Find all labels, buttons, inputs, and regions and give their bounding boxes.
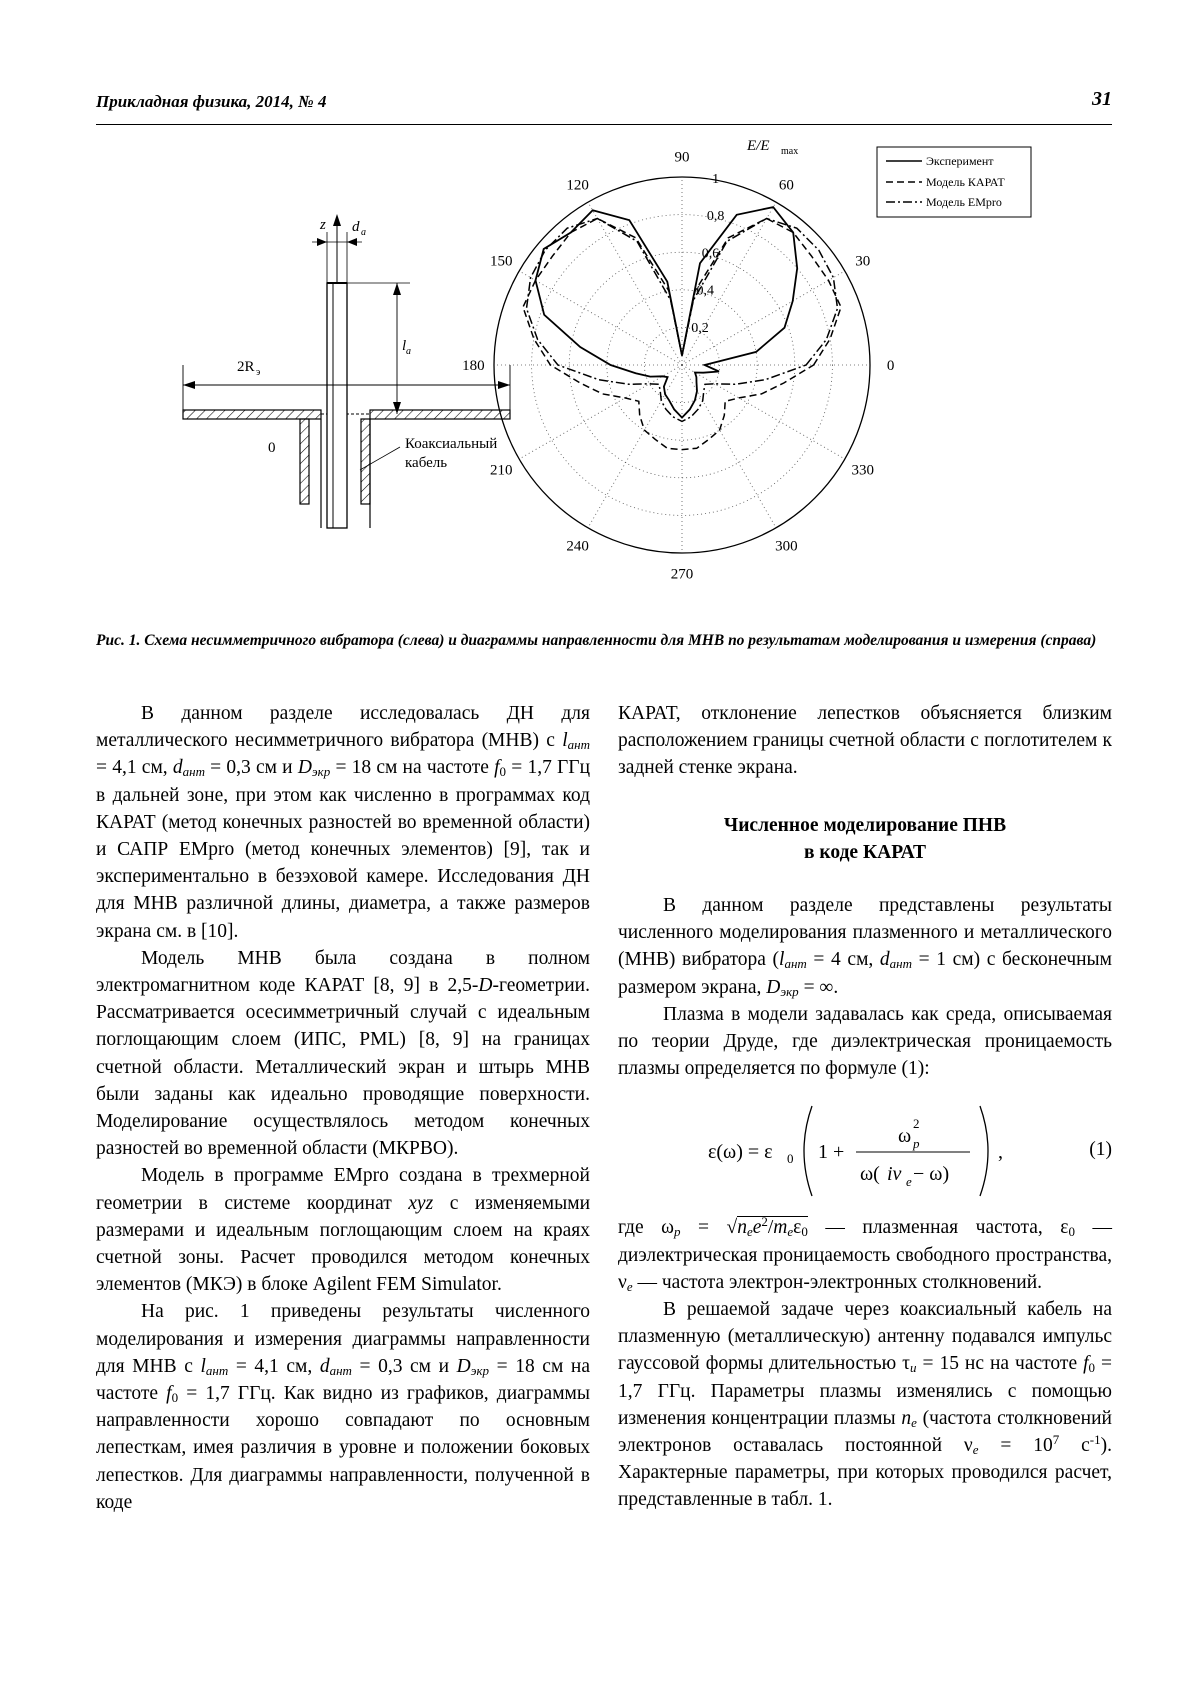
angle-tick-label: 0 [886,358,895,374]
angle-tick-label: 270 [670,566,694,583]
chart-legend [877,147,1031,217]
angle-tick-label: 30 [855,253,871,270]
formula-denominator-sub: e [906,1174,912,1190]
equation-number: (1) [1089,1139,1112,1161]
vibrator-schematic [183,214,510,528]
da-arrow-right-icon [347,238,357,246]
section-title-line-1: Численное моделирование ПНВ [723,814,1007,836]
da-label-sub: a [361,227,366,238]
formula-comma: , [998,1141,1003,1164]
2r-label-sub: э [256,367,261,378]
formula-numerator-sub: p [913,1136,920,1152]
paragraph: КАРАТ, отклонение лепестков объясняется близким расположением границы счетной области с поглотителем к задней стенке экрана. [618,703,1112,779]
antenna-rod [327,283,347,528]
formula-paren-left [804,1106,812,1196]
da-label: d [352,219,360,235]
la-label-sub: a [406,346,411,357]
z-label: z [320,217,326,233]
angle-tick-label: 90 [674,149,690,166]
formula-svg [708,1102,1038,1200]
left-column [96,700,590,1516]
section-title [618,812,1112,866]
cable-label-1: Коаксиальный [405,436,498,452]
angle-tick-label: 180 [462,358,485,374]
series-line-1 [523,219,841,450]
angle-tick-label: 150 [490,253,513,270]
ground-plane-left [183,410,321,419]
2r-label: 2R [237,359,255,375]
formula-denominator-2: iν [887,1163,902,1186]
radial-tick-label: 0,4 [696,283,714,299]
da-arrow-left-icon [317,238,327,246]
z-axis-arrow-icon [333,214,341,226]
legend-label-experiment: Эксперимент [926,154,994,168]
polar-title-sub: max [781,146,799,157]
angle-tick-label: 300 [775,538,798,555]
angle-tick-label: 210 [490,462,513,479]
figure-caption: Рис. 1. Схема несимметричного вибратора (слева) и диаграммы направленности для МНВ по результатам моделирования и измерения (справа) [96,632,1097,649]
polar-grid-spoke [588,365,682,528]
formula-numerator: ω [898,1125,912,1148]
header-rule [96,124,1112,125]
section-title-line-2: в коде КАРАТ [804,841,926,863]
polar-grid-spoke [682,365,845,459]
page-number: 31 [1092,88,1112,110]
ground-plane-right [370,410,510,419]
radial-tick-label: 0,8 [706,209,725,225]
radial-tick-label: 0,2 [691,320,709,336]
formula-paren-right [980,1106,988,1196]
series-line-0 [536,207,798,418]
paragraph: В данном разделе представлены результаты численного моделирования плазменного и металлического (МНВ) вибратора ($l_{ант} = 4$ см, $d_{ант} = 1$ см) с бесконечным размером экрана, $D_{экр}$ = ∞. [618,895,1113,999]
legend-label-karat: Модель КАРАТ [926,175,1005,189]
polar-grid-spoke [519,365,682,459]
paragraph: Модель в программе EMpro создана в трехмерной геометрии в системе координат xyz с изменяемыми размерами и идеальным поглощающим слоем на краях счетной зоны. Расчет проводился методом конечных элементов (МКЭ) в блоке Agilent FEM Simulator. [96,1165,591,1296]
formula-one-plus: 1 + [818,1141,845,1164]
polar-grid-spoke [519,271,682,365]
legend-label-empro: Модель EMpro [926,195,1002,209]
formula-1 [618,1102,1112,1200]
la-arrow-top-icon [393,283,401,295]
polar-title: E/E [747,138,770,154]
angle-tick-label: 330 [851,462,874,479]
formula-lhs-sub: 0 [787,1151,794,1167]
cable-label-2: кабель [405,455,448,471]
radial-tick-label: 0,6 [701,246,720,262]
paragraph: В данном разделе исследовалась ДН для металлического несимметричного вибратора (МНВ) с $l_{ант} = 4,1$ см, $d_{ант} = 0,3$ см и $D_{экр} = 18$ см на частоте $f_0 = 1,7$ ГГц в дальней зоне, при этом как численно в программах код КАРАТ (метод конечных разностей во временной области) и САПР EMpro (метод конечных элементов) [9], так и экспериментально в безэховой камере. Исследования ДН для МНВ различной длины, диаметра, а также размеров экрана см. в [10]. [96,703,591,942]
angle-tick-label: 240 [566,538,589,555]
radial-tick-label: 1 [712,171,720,187]
coax-outer-right [361,419,370,504]
2r-arrow-right-icon [498,381,510,389]
right-column [618,700,1112,1514]
formula-denominator-1: ω( [860,1163,880,1186]
figure-1 [0,130,1200,625]
paragraph: В решаемой задаче через коаксиальный кабель на плазменную (металлическую) антенну подавался импульс гауссовой формы длительностью $\tau_и = 15$ нс на частоте $f_0 = 1,7$ ГГц. Параметры плазмы изменялись с помощью изменения концентрации плазмы $n_e$ (частота столкновений электронов оставалась постоянной $\nu_e = 10^7$ $с^{-1}$). Характерные параметры, при которых проводился расчет, представленные в табл. 1. [618,1299,1112,1511]
polar-chart [462,149,894,582]
angle-tick-label: 60 [778,177,794,194]
formula-numerator-sup: 2 [913,1116,920,1132]
paragraph: На рис. 1 приведены результаты численного моделирования и измерения диаграммы направленности для МНВ с $l_{ант} = 4,1$ см, $d_{ант} = 0,3$ см и $D_{экр} = 18$ см на частоте $f_0 = 1,7$ ГГц. Как видно из графиков, диаграммы направленности хорошо совпадают по основным лепесткам, имея различия в уровне и положении боковых лепестков. Для диаграммы направленности, полученной в коде [96,1301,590,1513]
la-label: l [402,338,407,354]
journal-header: Прикладная физика, 2014, № 4 [96,92,327,111]
formula-lhs: ε(ω) = ε [708,1141,773,1164]
2r-arrow-left-icon [183,381,195,389]
origin-label: 0 [268,440,276,456]
angle-tick-label: 120 [566,177,589,194]
formula-denominator-3: − ω) [913,1163,950,1186]
coax-outer-left [300,419,309,504]
paragraph: где $\omega_p = √n_ee^2/m_e\varepsilon_0$ — плазменная частота, $\varepsilon_0$ — диэлектрическая проницаемость свободного пространства, $\nu_e$ — частота электрон-электронных столкновений. [618,1214,1113,1294]
paragraph: Модель МНВ была создана в полном электромагнитном коде КАРАТ [8, 9] в 2,5-D-геометрии. Рассматривается осесимметричный случай с идеальным поглощающим слоем (ИПС, PML) [8, 9] на границах счетной области. Металлический экран и штырь МНВ были заданы как идеально проводящие поверхности. Моделирование осуществлялось методом конечных разностей во временной области (МКРВО). [96,947,590,1160]
paragraph: Плазма в модели задавалась как среда, описываемая по теории Друде, где диэлектрическая проницаемость плазмы определяется по формуле (1): [618,1003,1112,1080]
